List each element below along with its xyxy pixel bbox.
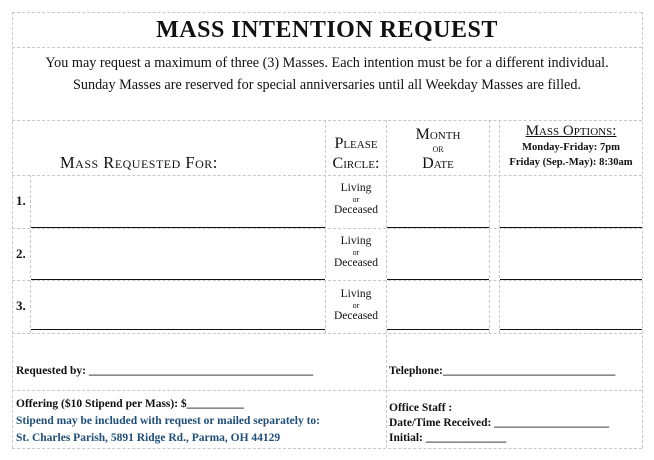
row-1-number: 1. (16, 193, 26, 208)
initial-field[interactable]: Initial: ______________ (389, 432, 507, 444)
row-1-name-line[interactable] (31, 227, 325, 228)
row-3-option-line[interactable] (500, 329, 642, 330)
row-1-living[interactable]: Living (340, 182, 372, 194)
divider-row-1 (12, 228, 642, 229)
row-1-option-line[interactable] (500, 227, 642, 228)
row-1-living-or-deceased[interactable] (326, 182, 386, 217)
parish-address: St. Charles Parish, 5891 Ridge Rd., Parma, OH 44129 (16, 432, 281, 444)
col-number-divider (30, 175, 31, 333)
header-please-circle (326, 134, 386, 174)
mass-options-line-1: Monday-Friday: 7pm (522, 142, 620, 153)
divider-footer (12, 390, 642, 391)
header-month-or-date (388, 126, 488, 173)
intro-line-1: You may request a maximum of three (3) Masses. Each intention must be for a different individual. (45, 55, 609, 71)
row-3-name-line[interactable] (31, 329, 325, 330)
row-2-name-line[interactable] (31, 279, 325, 280)
telephone-field[interactable]: Telephone:______________________________ (389, 365, 616, 377)
row-3-date-line[interactable] (387, 329, 489, 330)
divider-title (12, 47, 642, 48)
header-month: Month (415, 126, 461, 143)
divider-header (12, 120, 642, 121)
mass-options-line-2: Friday (Sep.-May): 8:30am (509, 157, 633, 168)
border-top (12, 12, 642, 13)
row-3-number: 3. (16, 298, 26, 313)
header-mass-options (500, 122, 642, 170)
col-date-divider (386, 120, 387, 448)
row-3-or: or (352, 301, 360, 310)
header-date: Date (422, 155, 454, 172)
row-2-number: 2. (16, 246, 26, 261)
date-time-received-field[interactable]: Date/Time Received: ____________________ (389, 417, 610, 429)
offering-field[interactable]: Offering ($10 Stipend per Mass): $__________ (16, 398, 245, 410)
header-circle: Circle: (332, 155, 380, 172)
row-3-living[interactable]: Living (340, 288, 372, 300)
divider-row-2 (12, 280, 642, 281)
mass-options-title: Mass Options: (525, 123, 617, 139)
row-2-option-line[interactable] (500, 279, 642, 280)
row-1-date-line[interactable] (387, 227, 489, 228)
header-please: Please (334, 135, 378, 152)
row-1-deceased[interactable]: Deceased (333, 204, 379, 216)
row-2-living[interactable]: Living (340, 235, 372, 247)
row-2-date-line[interactable] (387, 279, 489, 280)
stipend-note: Stipend may be included with request or mailed separately to: (16, 415, 321, 427)
row-3-living-or-deceased[interactable] (326, 288, 386, 323)
requested-by-field[interactable]: Requested by: _______________________________________ (16, 365, 314, 377)
header-or: or (432, 143, 444, 155)
row-3-deceased[interactable]: Deceased (333, 310, 379, 322)
office-staff-label: Office Staff : (389, 402, 453, 414)
row-2-deceased[interactable]: Deceased (333, 257, 379, 269)
border-bottom (12, 448, 642, 449)
divider-header-bottom (12, 175, 642, 176)
row-1-or: or (352, 195, 360, 204)
col-options-divider-a (489, 120, 490, 333)
header-mass-requested-for: Mass Requested For: (60, 153, 218, 172)
divider-row-3 (12, 333, 642, 334)
intro-line-2: Sunday Masses are reserved for special anniversaries until all Weekday Masses are filled. (73, 77, 581, 93)
row-2-or: or (352, 248, 360, 257)
row-2-living-or-deceased[interactable] (326, 235, 386, 270)
page-title: MASS INTENTION REQUEST (156, 17, 498, 43)
